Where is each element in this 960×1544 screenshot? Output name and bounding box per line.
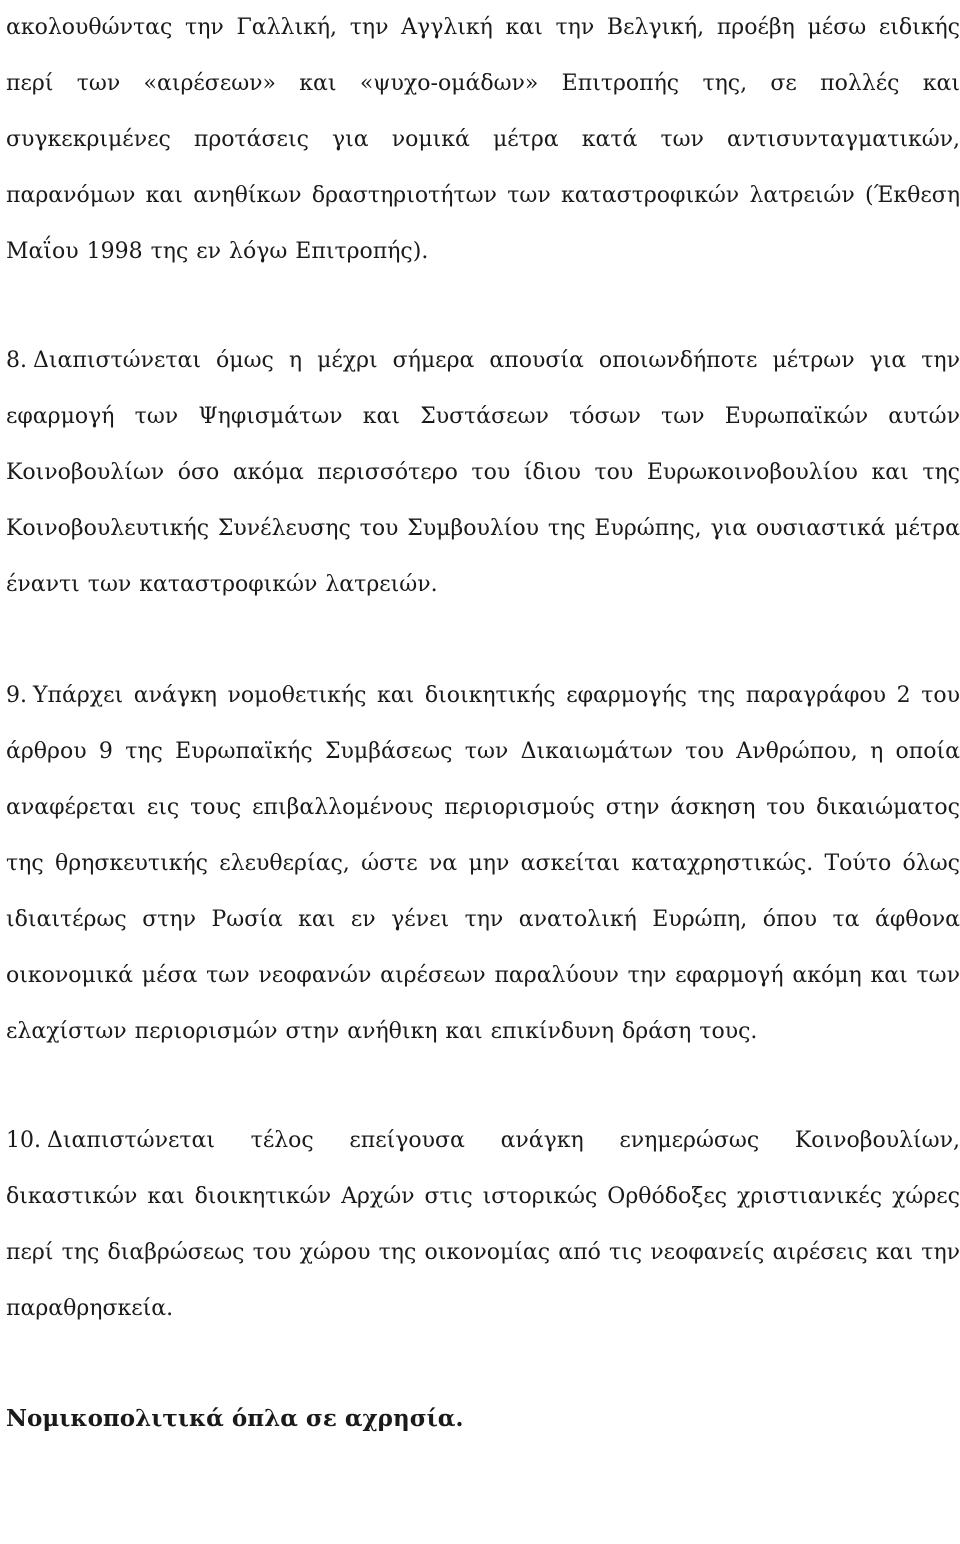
paragraph-10 bbox=[6, 1113, 960, 1337]
paragraph-number: 8. bbox=[6, 348, 27, 373]
paragraph-text: Υπάρχει ανάγκη νομοθετικής και διοικητικής εφαρμογής της παραγράφου 2 του άρθρου 9 της Ευρωπαϊκής Συμβάσεως των Δικαιωμάτων του Ανθρώπου, η οποία αναφέρεται εις τους επιβαλλομένους περιορισμούς στην άσκηση του δικαιώματος της θρησκευτικής ελευθερίας, ώστε να μην ασκείται καταχρηστικώς. Τούτο όλως ιδιαιτέρως στην Ρωσία και εν γένει την ανατολική Ευρώπη, όπου τα άφθονα οικονομικά μέσα των νεοφανών αιρέσεων παραλύουν την εφαρμογή ακόμη και των ελαχίστων περιορισμών στην ανήθικη και επικίνδυνη δράση τους. bbox=[6, 683, 960, 1044]
paragraph-number: 10. bbox=[6, 1128, 41, 1153]
paragraph-9 bbox=[6, 668, 960, 1060]
paragraph-continued: ακολουθώντας την Γαλλική, την Αγγλική και την Βελγική, προέβη μέσω ειδικής περί των «αιρέσεων» και «ψυχο-ομάδων» Επιτροπής της, σε πολλές και συγκεκριμένες προτάσεις για νομικά μέτρα κατά των αντισυνταγματικών, παρανόμων και ανηθίκων δραστηριοτήτων των καταστροφικών λατρειών (Έκθεση Μαΐου 1998 της εν λόγω Επιτροπής). bbox=[6, 15, 960, 264]
paragraph-text: Διαπιστώνεται τέλος επείγουσα ανάγκη ενημερώσως Κοινοβουλίων, δικαστικών και διοικητικών Αρχών στις ιστορικώς Ορθόδοξες χριστιανικές χώρες περί της διαβρώσεως του χώρου της οικονομίας από τις νεοφανείς αιρέσεις και την παραθρησκεία. bbox=[6, 1128, 960, 1321]
section-heading: Νομικοπολιτικά όπλα σε αχρησία. bbox=[6, 1405, 464, 1432]
paragraph-8 bbox=[6, 333, 960, 613]
document-page bbox=[6, 0, 960, 1447]
paragraph-text: Διαπιστώνεται όμως η μέχρι σήμερα απουσία οποιωνδήποτε μέτρων για την εφαρμογή των Ψηφισμάτων και Συστάσεων τόσων των Ευρωπαϊκών αυτών Κοινοβουλίων όσο ακόμα περισσότερο του ίδιου του Ευρωκοινοβουλίου και της Κοινοβουλευτικής Συνέλευσης του Συμβουλίου της Ευρώπης, για ουσιαστικά μέτρα έναντι των καταστροφικών λατρειών. bbox=[6, 348, 960, 597]
paragraph-number: 9. bbox=[6, 683, 27, 708]
